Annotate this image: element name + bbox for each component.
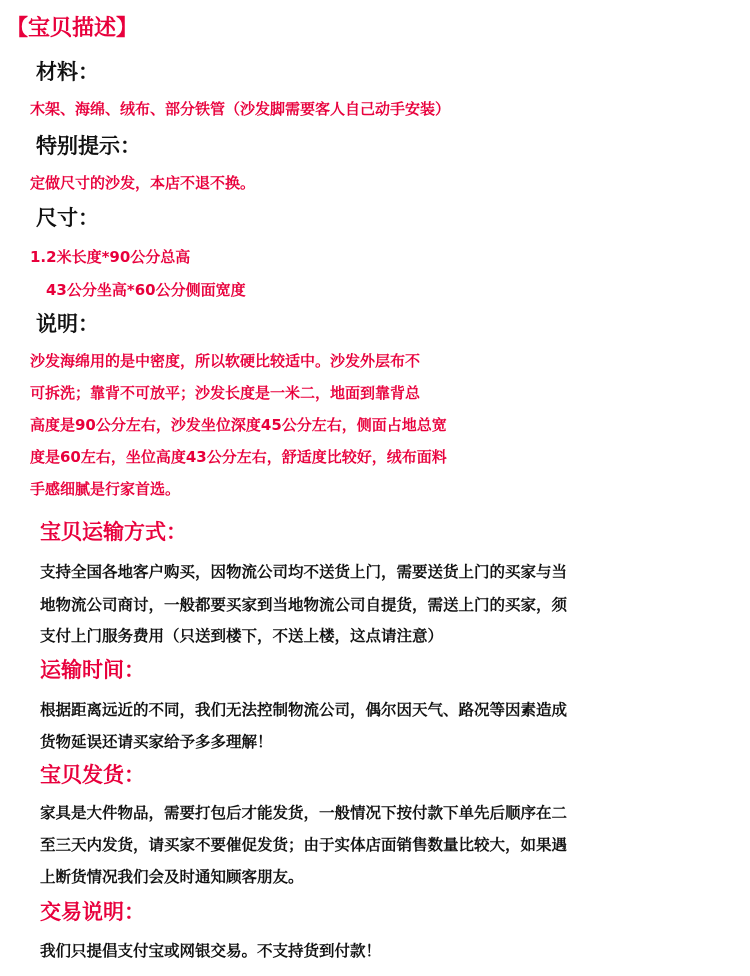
page-title: 【宝贝描述】: [6, 16, 139, 41]
materials-heading: 材料：: [36, 60, 99, 84]
materials-text: 木架、海绵、绒布、部分铁管（沙发脚需要客人自己动手安装）: [30, 100, 451, 118]
dispatch-line-1: 家具是大件物品，需要打包后才能发货，一般情况下按付款下单先后顺序在二: [40, 804, 568, 822]
shipping-method-line-2: 地物流公司商讨，一般都要买家到当地物流公司自提货，需送上门的买家，须: [40, 596, 568, 614]
size-heading: 尺寸：: [36, 206, 99, 230]
shipping-time-line-2: 货物延误还请买家给予多多理解！: [40, 733, 273, 751]
transaction-text: 我们只提倡支付宝或网银交易。不支持货到付款！: [40, 942, 382, 960]
explanation-line-2: 可拆洗；靠背不可放平；沙发长度是一米二，地面到靠背总: [30, 384, 421, 402]
explanation-line-5: 手感细腻是行家首选。: [30, 480, 181, 498]
shipping-time-line-1: 根据距离远近的不同，我们无法控制物流公司，偶尔因天气、路况等因素造成: [40, 701, 568, 719]
shipping-time-heading: 运输时间：: [40, 658, 145, 682]
explanation-line-3: 高度是90公分左右，沙发坐位深度45公分左右，侧面占地总宽: [30, 416, 447, 434]
size-line-2: 43公分坐高*60公分侧面宽度: [46, 281, 246, 299]
explanation-line-1: 沙发海绵用的是中密度，所以软硬比较适中。沙发外层布不: [30, 352, 421, 370]
shipping-method-line-1: 支持全国各地客户购买，因物流公司均不送货上门，需要送货上门的买家与当: [40, 563, 568, 581]
shipping-method-heading: 宝贝运输方式：: [40, 520, 187, 544]
special-notice-text: 定做尺寸的沙发，本店不退不换。: [30, 174, 256, 192]
dispatch-heading: 宝贝发货：: [40, 763, 145, 787]
explanation-line-4: 度是60左右，坐位高度43公分左右，舒适度比较好，绒布面料: [30, 448, 447, 466]
size-line-1: 1.2米长度*90公分总高: [30, 248, 191, 266]
special-notice-heading: 特别提示：: [36, 134, 141, 158]
dispatch-line-3: 上断货情况我们会及时通知顾客朋友。: [40, 868, 304, 886]
transaction-heading: 交易说明：: [40, 900, 145, 924]
shipping-method-line-3: 支付上门服务费用（只送到楼下，不送上楼，这点请注意）: [40, 627, 444, 645]
dispatch-line-2: 至三天内发货，请买家不要催促发货；由于实体店面销售数量比较大，如果遇: [40, 836, 568, 854]
explanation-heading: 说明：: [36, 312, 99, 336]
